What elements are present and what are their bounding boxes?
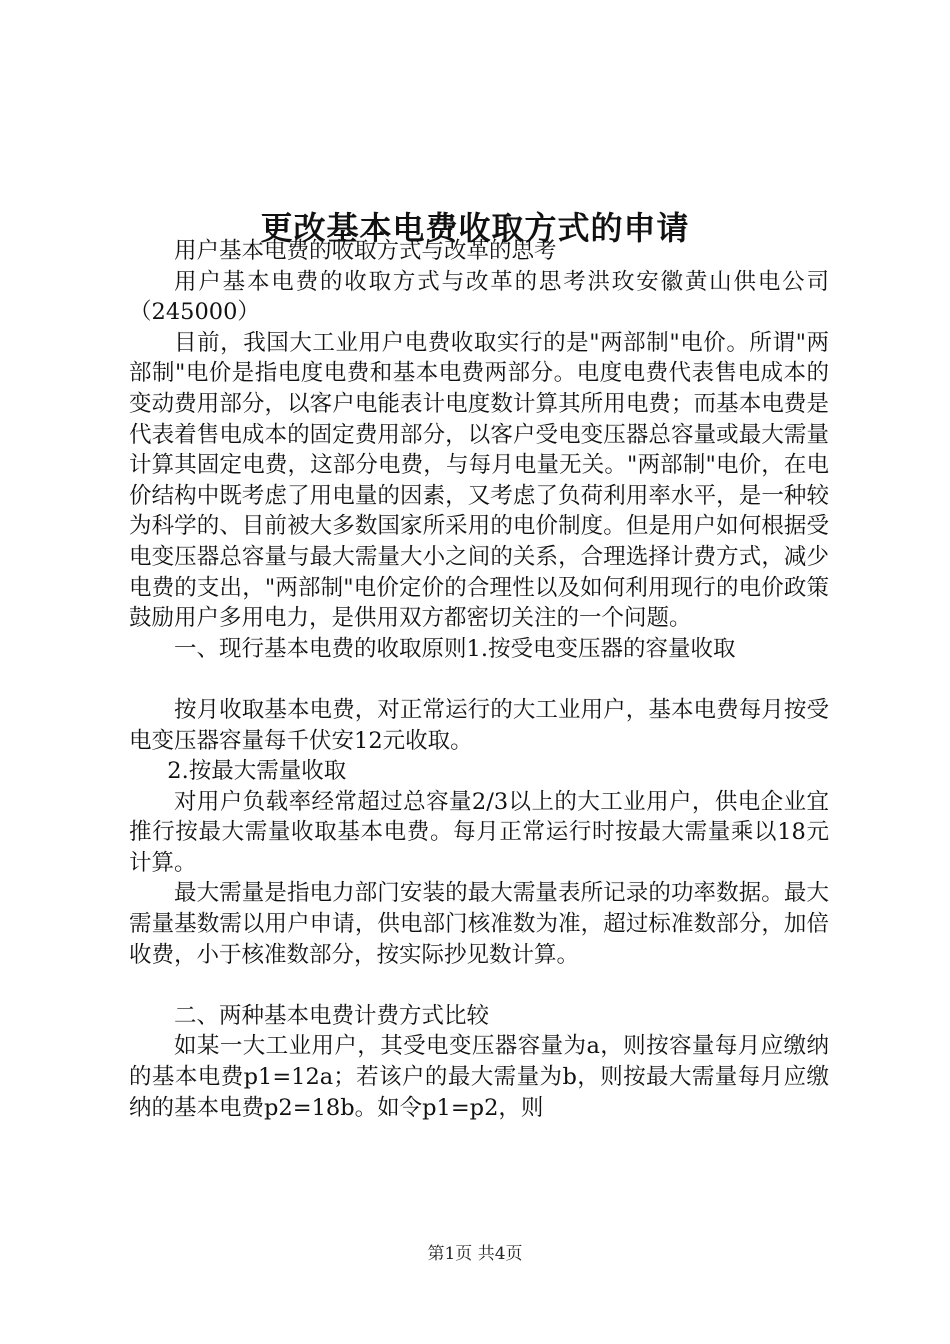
paragraph-demand-heading: 2.按最大需量收取 xyxy=(167,758,347,785)
paragraph-demand-definition: 最大需量是指电力部门安装的最大需量表所记录的功率数据。最大需量基数需以用户申请，供电部门核准数为准，超过标准数部分，加倍收费，小于核准数部分，按实际抄见数计算。 xyxy=(129,880,829,968)
paragraph-comparison: 如某一大工业用户，其受电变压器容量为a，则按容量每月应缴纳的基本电费p1=12a；若该户的最大需量为b，则按最大需量每月应缴纳的基本电费p2=18b。如令p1=p2，则 xyxy=(129,1033,829,1121)
page-footer: 第1页 共4页 xyxy=(427,1244,523,1264)
document-title: 更改基本电费收取方式的申请 xyxy=(260,209,690,248)
paragraph-section-1-heading: 一、现行基本电费的收取原则1.按受电变压器的容量收取 xyxy=(174,635,736,662)
paragraph-intro: 目前，我国大工业用户电费收取实行的是"两部制"电价。所谓"两部制"电价是指电度电费和基本电费两部分。电度电费代表售电成本的变动费用部分，以客户电能表计电度数计算其所用电费；而基本电费是代表着售电成本的固定费用部分，以客户受电变压器总容量或最大需量计算其固定电费，这部分电费，与每月电量无关。"两部制"电价，在电价结构中既考虑了用电量的因素，又考虑了负荷利用率水平，是一种较为科学的、目前被大多数国家所采用的电价制度。但是用户如何根据受电变压器总容量与最大需量大小之间的关系，合理选择计费方式，减少电费的支出，"两部制"电价定价的合理性以及如何利用现行的电价政策鼓励用户多用电力，是供用双方都密切关注的一个问题。 xyxy=(129,329,829,632)
paragraph-section-2-heading: 二、两种基本电费计费方式比较 xyxy=(174,1002,490,1029)
document-body xyxy=(129,236,829,1123)
paragraph-capacity-rule: 按月收取基本电费，对正常运行的大工业用户，基本电费每月按受电变压器容量每千伏安12元收取。 xyxy=(129,696,829,754)
paragraph-demand-rule: 对用户负载率经常超过总容量2/3以上的大工业用户，供电企业宜推行按最大需量收取基本电费。每月正常运行时按最大需量乘以18元计算。 xyxy=(129,788,829,876)
paragraph-subtitle: 用户基本电费的收取方式与改革的思考 xyxy=(174,238,557,264)
paragraph-author: 用户基本电费的收取方式与改革的思考洪玫安徽黄山供电公司（245000） xyxy=(129,268,829,326)
